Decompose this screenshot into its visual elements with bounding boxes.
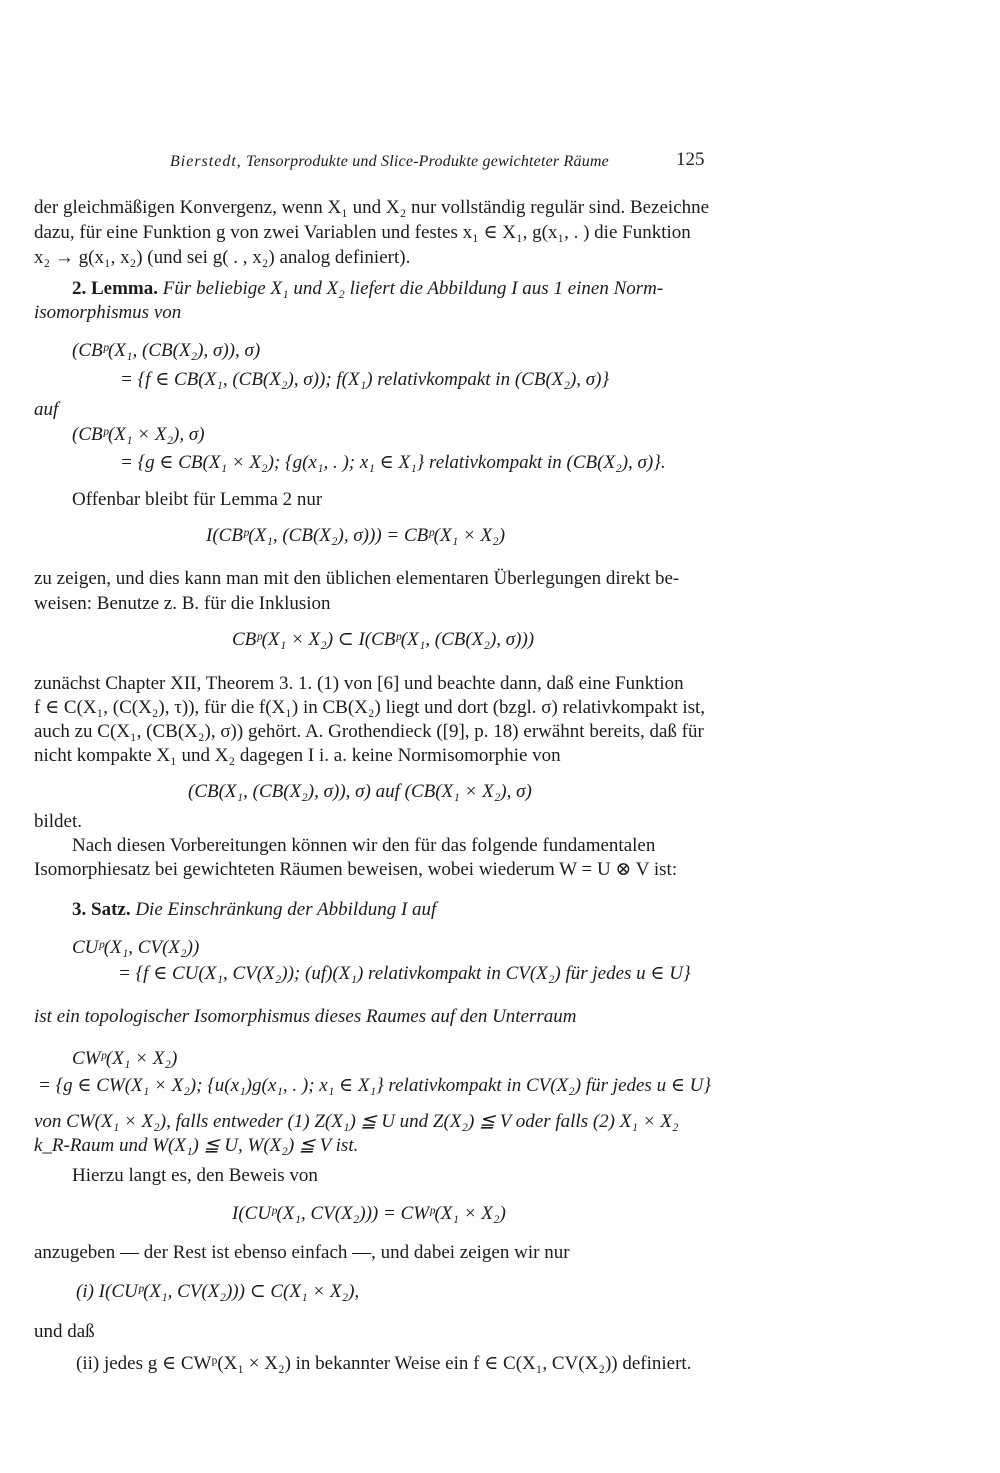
lemma-statement: Für beliebige X₁ und X₂ liefert die Abbildung I aus 1 einen Norm-	[162, 278, 664, 299]
formula-line: = {f ∈ CU(X₁, CV(X₂)); (uf)(X₁) relativkompakt in CV(X₂) für jedes u ∈ U}	[118, 963, 691, 984]
formula-line: (CBᵖ(X₁, (CB(X₂), σ)), σ)	[72, 340, 261, 361]
formula-line: = {g ∈ CW(X₁ × X₂); {u(x₁)g(x₁, . ); x₁ ∈ X₁} relativkompakt in CV(X₂) für jedes u ∈ U}	[38, 1075, 711, 1096]
formula-connector: auf	[34, 399, 59, 420]
theorem-heading	[72, 898, 436, 922]
text-line: der gleichmäßigen Konvergenz, wenn X₁ und X₂ nur vollständig regulär sind. Bezeichne	[34, 197, 710, 218]
text-line: zunächst Chapter XII, Theorem 3. 1. (1) von [6] und beachte dann, daß eine Funktion	[34, 673, 684, 694]
theorem-line: ist ein topologischer Isomorphismus dieses Raumes auf den Unterraum	[34, 1006, 577, 1027]
list-item-i: (i) I(CUᵖ(X₁, CV(X₂))) ⊂ C(X₁ × X₂),	[76, 1281, 360, 1302]
text-line: zu zeigen, und dies kann man mit den üblichen elementaren Überlegungen direkt be-	[34, 568, 680, 589]
text-line: x₂ → g(x₁, x₂) (und sei g( . , x₂) analog definiert).	[34, 247, 411, 268]
theorem-line: von CW(X₁ × X₂), falls entweder (1) Z(X₁) ≦ U und Z(X₂) ≦ V oder falls (2) X₁ × X₂	[34, 1111, 679, 1132]
formula-line: (CBᵖ(X₁ × X₂), σ)	[72, 424, 205, 445]
list-item-ii: (ii) jedes g ∈ CWᵖ(X₁ × X₂) in bekannter Weise ein f ∈ C(X₁, CV(X₂)) definiert.	[76, 1353, 692, 1374]
header-title: Tensorprodukte und Slice-Produkte gewichteter Räume	[245, 153, 609, 170]
text-line: und daß	[34, 1321, 95, 1342]
text-line: nicht kompakte X₁ und X₂ dagegen I i. a. keine Normisomorphie von	[34, 745, 561, 766]
text-line: f ∈ C(X₁, (C(X₂), τ)), für die f(X₁) in CB(X₂) liegt und dort (bzgl. σ) relativkompakt ist,	[34, 697, 706, 718]
theorem-statement: Die Einschränkung der Abbildung I auf	[135, 899, 437, 920]
text-line: dazu, für eine Funktion g von zwei Variablen und festes x₁ ∈ X₁, g(x₁, . ) die Funktion	[34, 222, 691, 243]
text-line: bildet.	[34, 811, 83, 832]
formula-line: I(CUᵖ(X₁, CV(X₂))) = CWᵖ(X₁ × X₂)	[232, 1203, 506, 1224]
formula-line: (CB(X₁, (CB(X₂), σ)), σ) auf (CB(X₁ × X₂), σ)	[188, 781, 532, 802]
text-line: Offenbar bleibt für Lemma 2 nur	[72, 489, 323, 510]
formula-line: I(CBᵖ(X₁, (CB(X₂), σ))) = CBᵖ(X₁ × X₂)	[206, 525, 506, 546]
text-line: auch zu C(X₁, (CB(X₂), σ)) gehört. A. Grothendieck ([9], p. 18) erwähnt bereits, daß für	[34, 721, 704, 742]
page-number: 125	[676, 149, 705, 170]
text-line: anzugeben — der Rest ist ebenso einfach —, und dabei zeigen wir nur	[34, 1242, 570, 1263]
lemma-label: 2. Lemma.	[72, 278, 159, 299]
text-line: Isomorphiesatz bei gewichteten Räumen beweisen, wobei wiederum W = U ⊗ V ist:	[34, 859, 678, 880]
header-author: Bierstedt,	[170, 153, 242, 170]
formula-line: = {g ∈ CB(X₁ × X₂); {g(x₁, . ); x₁ ∈ X₁} relativkompakt in (CB(X₂), σ)}.	[120, 452, 666, 473]
text-line: Hierzu langt es, den Beweis von	[72, 1165, 318, 1186]
running-header	[170, 150, 609, 174]
formula-line: = {f ∈ CB(X₁, (CB(X₂), σ)); f(X₁) relativkompakt in (CB(X₂), σ)}	[120, 369, 610, 390]
theorem-label: 3. Satz.	[72, 899, 131, 920]
lemma-line: isomorphismus von	[34, 302, 182, 323]
text-line: weisen: Benutze z. B. für die Inklusion	[34, 593, 331, 614]
formula-line: CBᵖ(X₁ × X₂) ⊂ I(CBᵖ(X₁, (CB(X₂), σ)))	[232, 629, 535, 650]
lemma-heading	[72, 277, 663, 301]
theorem-line: k_R-Raum und W(X₁) ≦ U, W(X₂) ≦ V ist.	[34, 1135, 359, 1156]
text-line: Nach diesen Vorbereitungen können wir den für das folgende fundamentalen	[72, 835, 656, 856]
formula-line: CWᵖ(X₁ × X₂)	[72, 1048, 178, 1069]
formula-line: CUᵖ(X₁, CV(X₂))	[72, 937, 200, 958]
